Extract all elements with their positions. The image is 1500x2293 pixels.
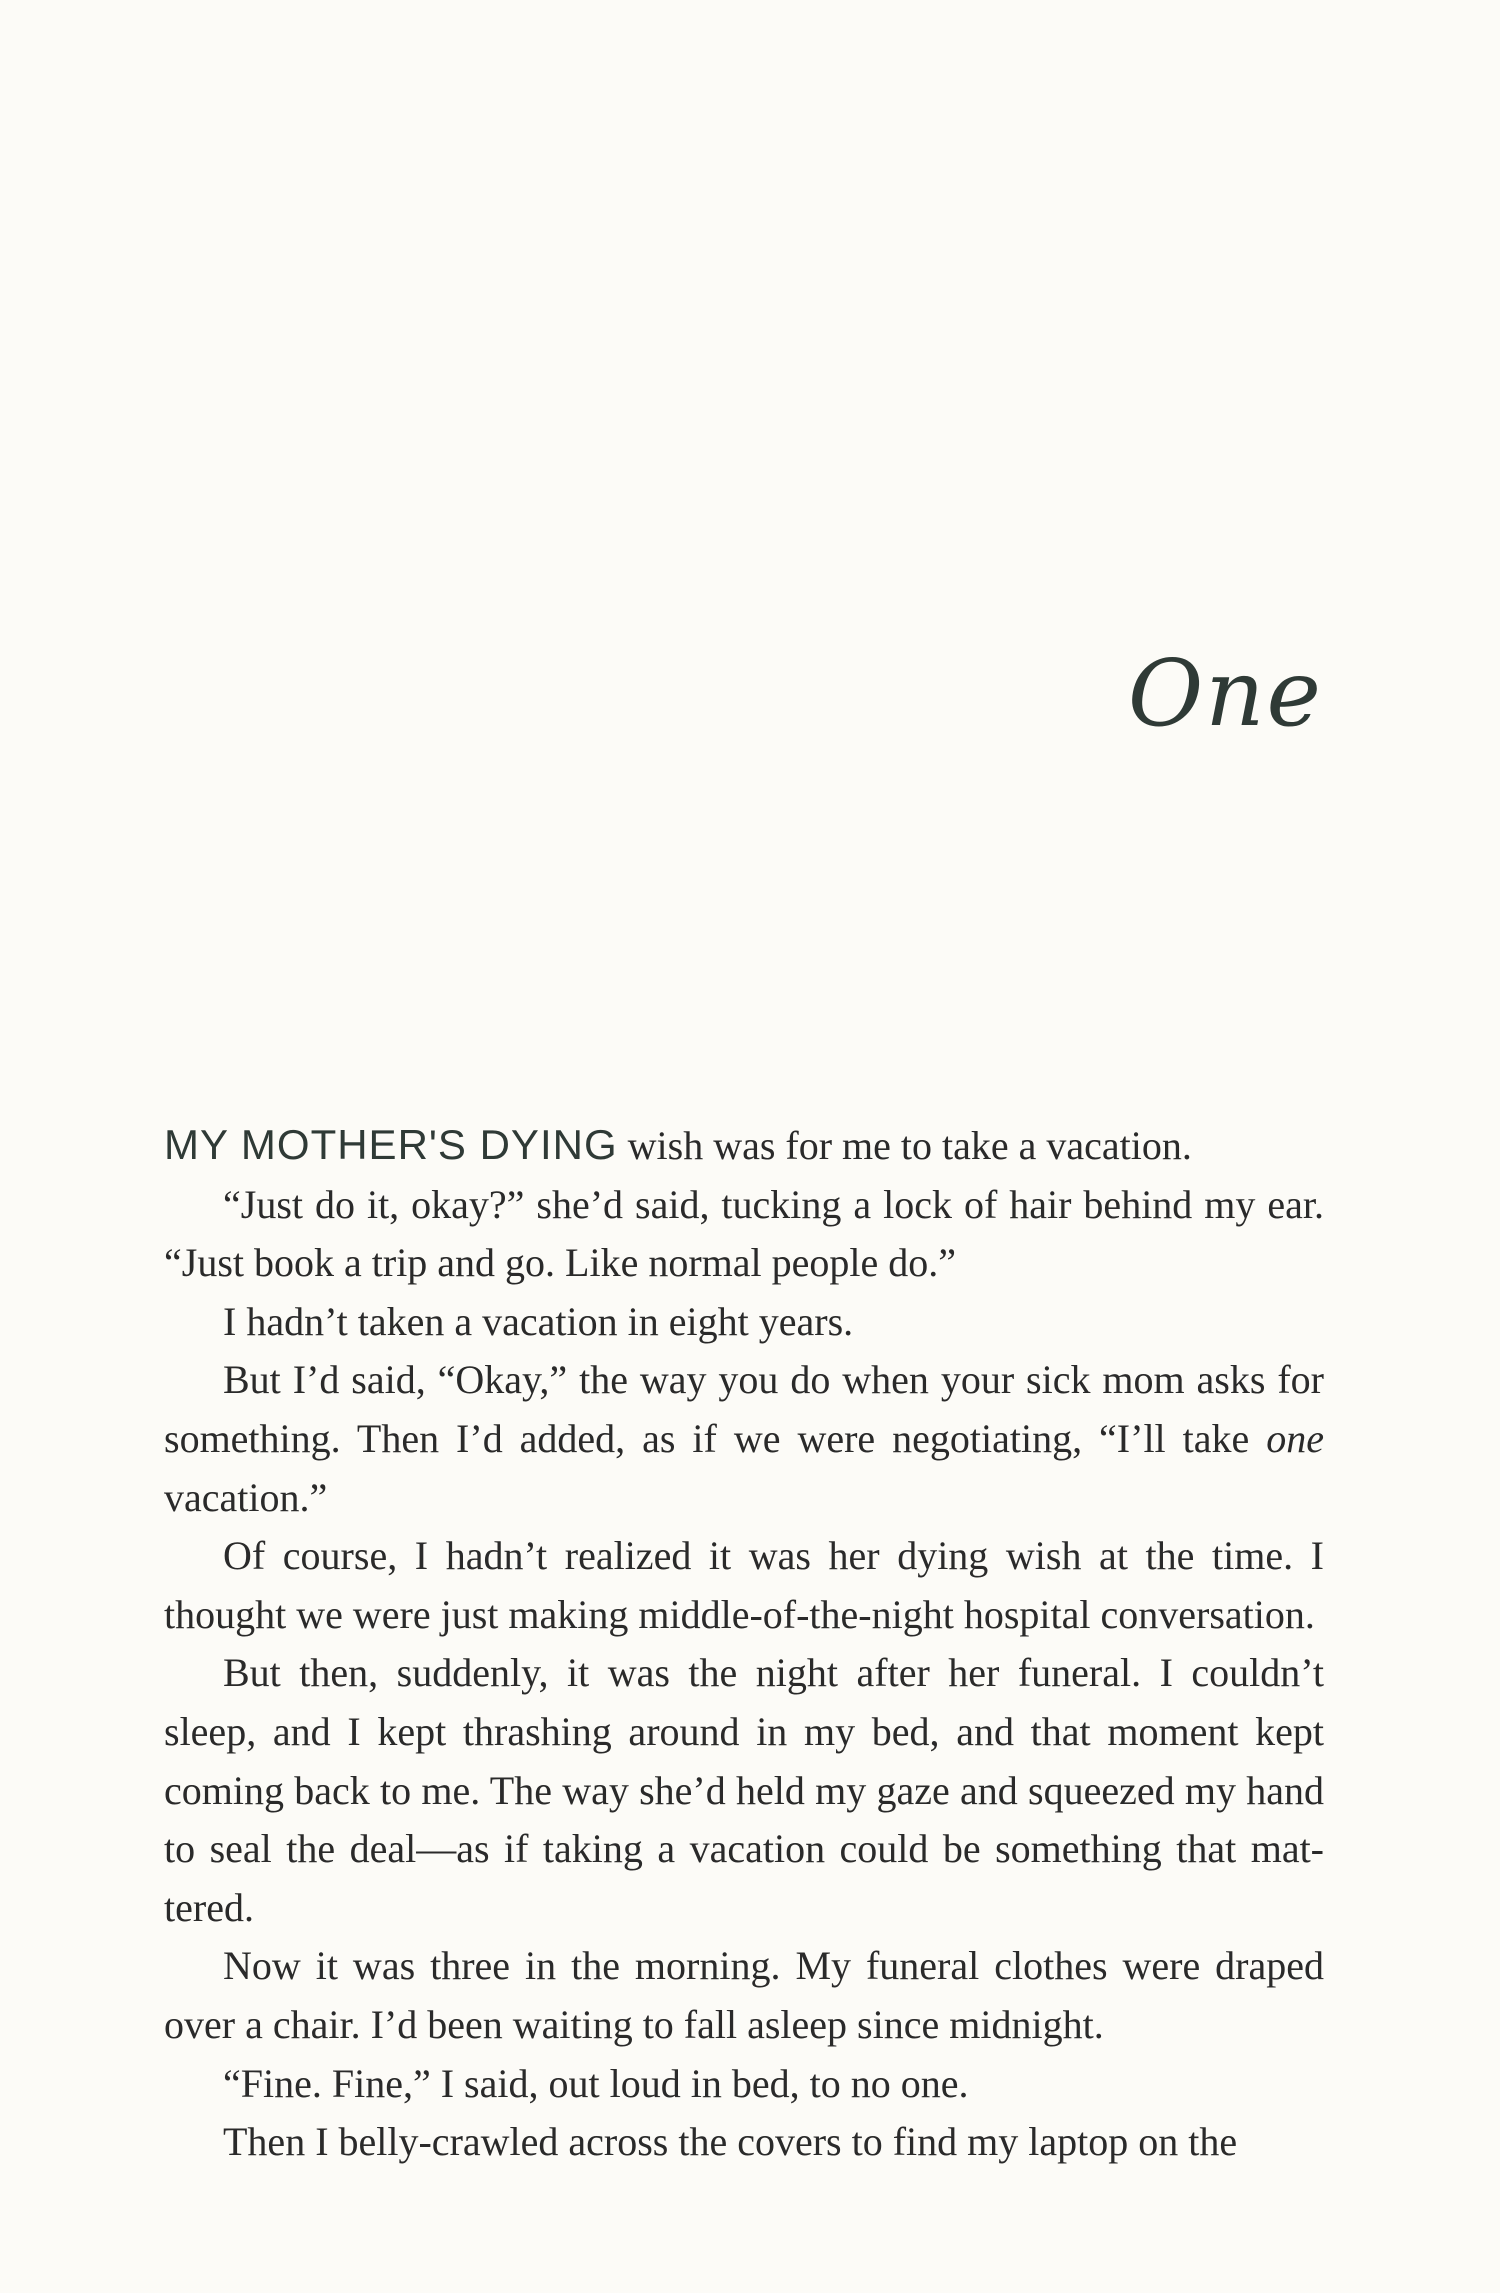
paragraph-text: wish was for me to take a vacation. <box>627 1123 1192 1168</box>
paragraph: Now it was three in the morning. My funeral clothes were draped over a chair. I’d been waiting to fall asleep since midnight. <box>164 1943 1324 2047</box>
paragraph-text: But I’d said, “Okay,” the way you do when your sick mom asks for something. Then I’d added, as if we were negotiating, “I’ll take <box>164 1357 1324 1461</box>
paragraph-text: vacation.” <box>164 1474 328 1520</box>
paragraph: Of course, I hadn’t realized it was her dying wish at the time. I thought we were just making middle-of-the-night hospital conversation. <box>164 1533 1324 1637</box>
chapter-title: One <box>1127 640 1323 747</box>
paragraph-opening <box>164 1116 1324 1176</box>
paragraph: Then I belly-crawled across the covers to find my laptop on the <box>223 2119 1238 2165</box>
paragraph: But then, suddenly, it was the night after her funeral. I couldn’t sleep, and I kept thrashing around in my bed, and that moment kept coming back to me. The way she’d held my gaze and squeezed my hand to seal the deal—as if taking a vacation could be something that mat-tered. <box>164 1650 1324 1930</box>
paragraph: I hadn’t taken a vacation in eight years. <box>223 1298 854 1344</box>
chapter-body <box>164 1116 1324 2172</box>
paragraph: “Just do it, okay?” she’d said, tucking a lock of hair behind my ear. “Just book a trip and go. Like normal people do.” <box>164 1181 1324 1286</box>
paragraph: “Fine. Fine,” I said, out loud in bed, to no one. <box>223 2060 969 2106</box>
paragraph <box>164 1351 1324 1527</box>
lead-in-small-caps: MY MOTHER'S DYING <box>164 1121 618 1168</box>
emphasis-text: one <box>1266 1415 1324 1461</box>
